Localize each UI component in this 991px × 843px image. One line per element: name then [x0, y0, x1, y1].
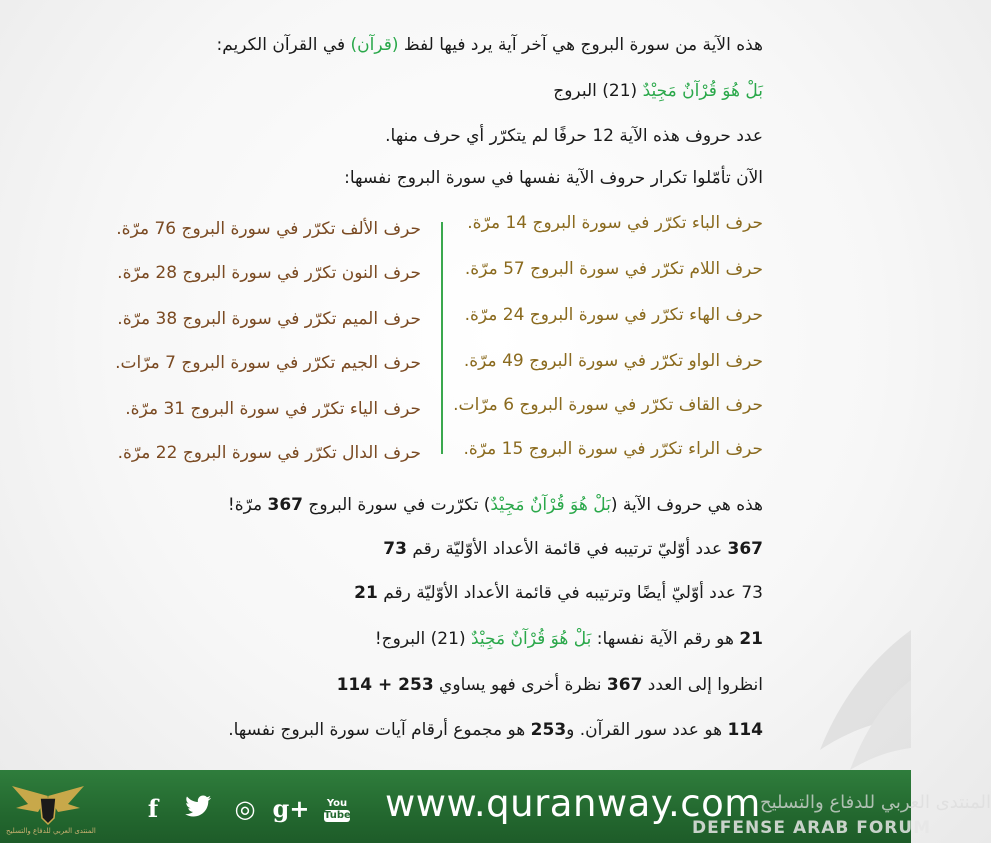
- prime-text: عدد أوّليّ ترتيبه في قائمة الأعداد الأوّليّة رقم: [406, 539, 728, 559]
- total-text-mid: ) تكرّرت في سورة البروج: [303, 495, 491, 515]
- watermark-arabic: المنتدى العربي للدفاع والتسليح: [760, 792, 991, 813]
- verse-reference: (21) البروج: [553, 81, 643, 101]
- social-links: [130, 794, 360, 824]
- look-text: انظروا إلى العدد: [642, 675, 763, 695]
- letter-row: حرف الراء تكرّر في سورة البروج 15 مرّة.: [463, 439, 763, 459]
- letters-right-column: [443, 210, 763, 470]
- verse-number: 21: [739, 629, 763, 649]
- letters-count-line: عدد حروف هذه الآية 12 حرفًا لم يتكرّر أي حرف منها.: [385, 126, 763, 146]
- verse-number-ref: (21) البروج!: [374, 629, 471, 649]
- facebook-icon[interactable]: f: [147, 794, 159, 823]
- surah-count: 114: [727, 720, 763, 740]
- letter-row: حرف الباء تكرّر في سورة البروج 14 مرّة.: [467, 213, 763, 233]
- letter-row: حرف الواو تكرّر في سورة البروج 49 مرّة.: [463, 351, 763, 371]
- sum-expression: 114 + 253: [336, 675, 434, 695]
- verse-number-text: هو رقم الآية نفسها:: [591, 629, 740, 649]
- letter-row: حرف اللام تكرّر في سورة البروج 57 مرّة.: [464, 259, 763, 279]
- final-line: [228, 717, 763, 743]
- prime-number: 367: [727, 539, 763, 559]
- letter-row: حرف الدال تكرّر في سورة البروج 22 مرّة.: [117, 443, 421, 463]
- intro-line: [216, 32, 763, 58]
- verse-text: بَلْ هُوَ قُرْآنٌ مَجِيْدٌ: [470, 629, 592, 649]
- final-text-end: هو مجموع أرقام آيات سورة البروج نفسها.: [228, 720, 531, 740]
- watermark-english: DEFENSE ARAB FORUM: [692, 818, 932, 838]
- youtube-label-bottom: Tube: [324, 810, 351, 821]
- prime-line-1: [383, 536, 763, 562]
- verse-line: [553, 78, 763, 104]
- googleplus-icon[interactable]: g+: [272, 794, 310, 823]
- logo-caption: المنتدى العربي للدفاع والتسليح: [6, 827, 96, 835]
- prime-line-2: [354, 580, 763, 606]
- youtube-icon[interactable]: [314, 794, 360, 824]
- reflect-line: الآن تأمّلوا تكرار حروف الآية نفسها في سورة البروج نفسها:: [344, 168, 763, 188]
- prime-rank: 73: [383, 539, 407, 559]
- letter-row: حرف القاف تكرّر في سورة البروج 6 مرّات.: [453, 395, 763, 415]
- total-line: [228, 492, 763, 518]
- youtube-label-top: You: [326, 798, 348, 809]
- prime-text: 73 عدد أوّليّ أيضًا وترتيبه في قائمة الأعداد الأوّليّة رقم: [377, 583, 763, 603]
- letter-row: حرف النون تكرّر في سورة البروج 28 مرّة.: [117, 263, 421, 283]
- website-url[interactable]: www.quranway.com: [385, 782, 761, 825]
- verse-number-line: [375, 626, 763, 652]
- total-text: هذه هي حروف الآية (: [610, 495, 763, 515]
- total-number: 367: [267, 495, 303, 515]
- verse-sum: 253: [530, 720, 567, 740]
- quran-word: (قرآن): [350, 35, 399, 55]
- twitter-icon[interactable]: [176, 794, 222, 824]
- column-divider: [441, 222, 443, 454]
- intro-text: هذه الآية من سورة البروج هي آخر آية يرد فيها لفظ: [398, 35, 763, 55]
- wing-watermark-icon: [780, 620, 911, 790]
- final-text: هو عدد سور القرآن. و: [566, 720, 728, 740]
- letter-row: حرف الميم تكرّر في سورة البروج 38 مرّة.: [117, 309, 421, 329]
- look-text-mid: نظرة أخرى فهو يساوي: [433, 675, 607, 695]
- letter-row: حرف الألف تكرّر في سورة البروج 76 مرّة.: [116, 219, 421, 239]
- intro-text-end: في القرآن الكريم:: [216, 35, 351, 55]
- letter-row: حرف الياء تكرّر في سورة البروج 31 مرّة.: [125, 399, 421, 419]
- verse-text: بَلْ هُوَ قُرْآنٌ مَجِيْدٌ: [490, 495, 611, 515]
- prime-rank: 21: [354, 583, 378, 603]
- letter-row: حرف الهاء تكرّر في سورة البروج 24 مرّة.: [464, 305, 763, 325]
- look-line: [337, 672, 763, 698]
- look-number: 367: [606, 675, 643, 695]
- letter-row: حرف الجيم تكرّر في سورة البروج 7 مرّات.: [115, 353, 421, 373]
- instagram-icon[interactable]: ◎: [234, 794, 256, 823]
- verse-text: بَلْ هُوَ قُرْآنٌ مَجِيْدٌ: [642, 81, 763, 101]
- letters-left-column: [101, 210, 421, 470]
- total-text-end: مرّة!: [227, 495, 268, 515]
